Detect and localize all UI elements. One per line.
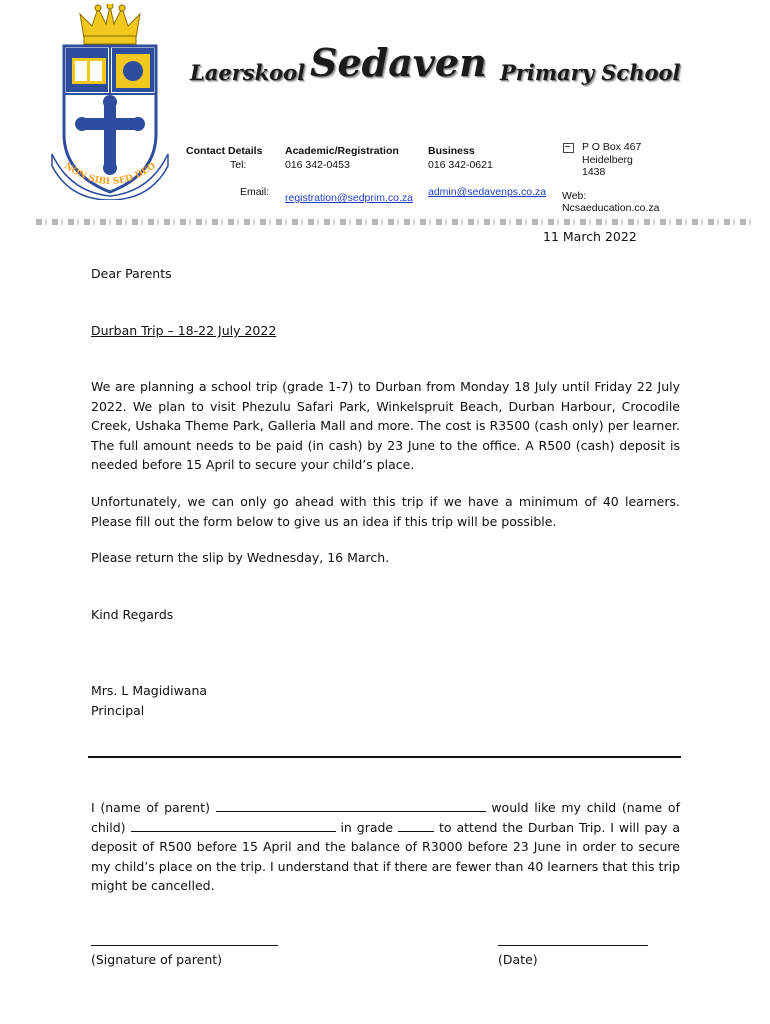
academic-email-link[interactable]: registration@sedprim.co.za — [285, 192, 413, 204]
crown-icon — [80, 4, 140, 44]
book-icon — [72, 58, 106, 84]
business-label: Business — [428, 145, 475, 157]
postal-line2: Heidelberg — [582, 154, 633, 166]
signature-field[interactable] — [91, 945, 278, 946]
contact-label: Contact Details — [186, 145, 263, 157]
web-value: Ncsaeducation.co.za — [562, 202, 660, 214]
slip-text-part3: in grade — [340, 819, 394, 835]
crest-motto: NON SIBI SED DEO — [62, 161, 158, 188]
web-label: Web: — [562, 190, 587, 202]
letter-date: 11 March 2022 — [543, 229, 637, 244]
date-label: (Date) — [498, 952, 538, 967]
mailbox-icon — [563, 143, 574, 153]
child-name-field[interactable] — [131, 819, 336, 832]
slip-text-part2: would like my child (name of child) — [91, 800, 680, 835]
signer-title: Principal — [91, 703, 145, 718]
signature-label: (Signature of parent) — [91, 952, 223, 967]
business-tel: 016 342-0621 — [428, 159, 493, 171]
paragraph-return-slip: Please return the slip by Wednesday, 16 March. — [91, 550, 390, 565]
school-name-left: Laerskool — [190, 60, 306, 85]
postal-line1: P O Box 467 — [582, 141, 642, 153]
date-field[interactable] — [498, 945, 648, 946]
business-email-link[interactable]: admin@sedavenps.co.za — [428, 186, 547, 198]
academic-label: Academic/Registration — [285, 145, 399, 157]
email-label: Email: — [240, 186, 270, 198]
closing: Kind Regards — [91, 607, 174, 622]
parent-name-field[interactable] — [216, 799, 486, 812]
greeting: Dear Parents — [91, 266, 172, 281]
paragraph-trip-details: We are planning a school trip (grade 1-7) to Durban from Monday 18 July until Friday 22 July 2022. We plan to visit Phezulu Safari Park, Winkelspruit Beach, Durban Harbour, Crocodile Creek, Ushaka Theme Park, Galleria Mall and more. The cost is R3500 (cash only) per learner. The full amount needs to be paid (in cash) by 23 June to the office. A R500 (cash) deposit is needed before 15 April to secure your child’s place. — [91, 379, 680, 472]
tel-label: Tel: — [230, 159, 247, 171]
reply-slip-text — [91, 798, 680, 896]
slip-text-part4: to attend the Durban Trip. I will pay a deposit of R500 before 15 April and the balance of R3000 before 23 June in order to secure my child’s place on the trip. I understand that if there are fewer than 40 learners that this trip might be cancelled. — [91, 819, 680, 893]
school-name-center: Sedaven — [310, 40, 487, 85]
signer-name: Mrs. L Magidiwana — [91, 683, 208, 698]
school-name-right: Primary School — [500, 60, 681, 85]
academic-tel: 016 342-0453 — [285, 159, 350, 171]
slip-text-part1: I (name of parent) — [91, 800, 210, 815]
postal-line3: 1438 — [582, 166, 606, 178]
grade-field[interactable] — [398, 819, 434, 832]
paragraph-minimum-learners: Unfortunately, we can only go ahead with this trip if we have a minimum of 40 learners. Please fill out the form below to give us an idea if this trip will be possible. — [91, 494, 680, 529]
cut-line — [88, 756, 681, 758]
subject-line: Durban Trip – 18-22 July 2022 — [91, 323, 277, 338]
school-crest — [50, 4, 170, 200]
header-divider — [36, 219, 756, 225]
